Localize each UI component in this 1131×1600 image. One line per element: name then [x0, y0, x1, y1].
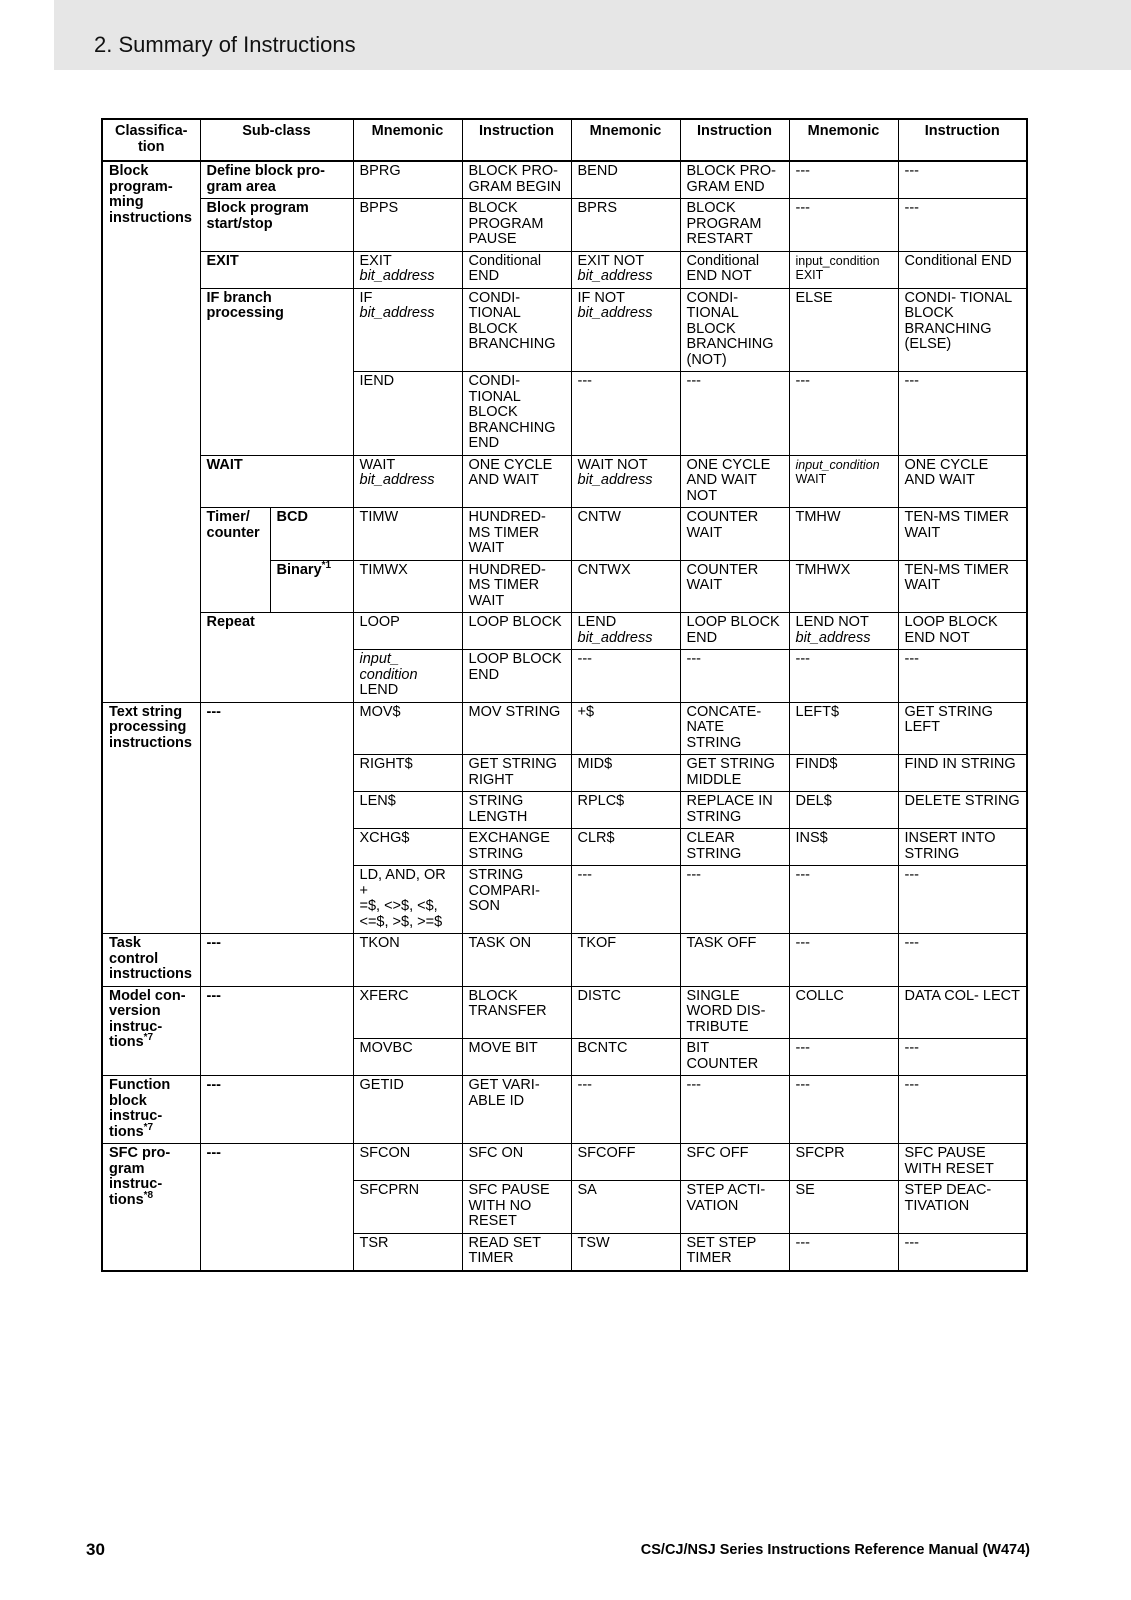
header-classification: Classifica- tion: [102, 119, 200, 161]
mnemonic-cell: BEND: [571, 161, 680, 199]
header-instruction-3: Instruction: [898, 119, 1027, 161]
operand-text: bit_address: [359, 268, 435, 284]
mnemonic-text: IF: [359, 289, 373, 306]
subclass-define: Define block pro- gram area: [200, 161, 353, 199]
mnemonic-text: IF NOT: [577, 289, 626, 306]
header-mnemonic-1: Mnemonic: [353, 119, 462, 161]
mnemonic-cell: TMHW: [789, 508, 898, 561]
table-row: [102, 1076, 1027, 1144]
instruction-cell: DELETE STRING: [898, 792, 1027, 829]
instruction-cell: SET STEP TIMER: [680, 1233, 789, 1271]
instruction-cell: ---: [898, 161, 1027, 199]
instruction-cell: GET STRING MIDDLE: [680, 755, 789, 792]
page-number: 30: [86, 1540, 105, 1559]
mnemonic-cell: ---: [789, 1039, 898, 1076]
mnemonic-cell: FIND$: [789, 755, 898, 792]
instruction-cell: SFC OFF: [680, 1144, 789, 1181]
instruction-cell: ---: [898, 1233, 1027, 1271]
instruction-cell: STEP ACTI- VATION: [680, 1181, 789, 1234]
mnemonic-cell: ---: [789, 650, 898, 703]
mnemonic-cell: [353, 455, 462, 508]
header-instruction-2: Instruction: [680, 119, 789, 161]
mnemonic-cell: SE: [789, 1181, 898, 1234]
instruction-cell: BLOCK TRANSFER: [462, 986, 571, 1039]
mnemonic-cell: BPRG: [353, 161, 462, 199]
mnemonic-cell: XFERC: [353, 986, 462, 1039]
mnemonic-cell: [571, 613, 680, 650]
instruction-cell: CONDI- TIONAL BLOCK BRANCHING END: [462, 372, 571, 456]
footnote-ref: *7: [143, 1121, 154, 1133]
instruction-cell: GET STRING LEFT: [898, 702, 1027, 755]
instruction-cell: FIND IN STRING: [898, 755, 1027, 792]
mnemonic-cell: CLR$: [571, 829, 680, 866]
mnemonic-cell: SFCPRN: [353, 1181, 462, 1234]
instruction-cell: MOV STRING: [462, 702, 571, 755]
classification-task: Task control instructions: [102, 934, 200, 987]
mnemonic-cell: [789, 455, 898, 508]
instruction-cell: LOOP BLOCK: [462, 613, 571, 650]
instruction-cell: ---: [680, 650, 789, 703]
mnemonic-cell: DEL$: [789, 792, 898, 829]
mnemonic-cell: ---: [789, 1076, 898, 1144]
mnemonic-cell: BPPS: [353, 199, 462, 252]
instruction-cell: ---: [680, 372, 789, 456]
classification-sfc-label: SFC pro- gram instruc- tions: [109, 1145, 171, 1208]
instruction-cell: TEN-MS TIMER WAIT: [898, 508, 1027, 561]
mnemonic-cell: COLLC: [789, 986, 898, 1039]
subclass-binary-label: Binary: [276, 561, 322, 578]
mnemonic-text: <=$, >$, >=$: [359, 913, 443, 930]
instruction-cell: ---: [898, 934, 1027, 987]
mnemonic-cell: [789, 251, 898, 288]
mnemonic-text: LD, AND, OR: [359, 867, 446, 883]
instruction-cell: STRING COMPARI- SON: [462, 866, 571, 934]
instruction-cell: LOOP BLOCK END NOT: [898, 613, 1027, 650]
mnemonic-cell: INS$: [789, 829, 898, 866]
mnemonic-text: WAIT NOT: [577, 456, 648, 473]
mnemonic-cell: TMHWX: [789, 560, 898, 613]
operand-text: input_condition: [795, 253, 880, 268]
instruction-cell: STRING LENGTH: [462, 792, 571, 829]
classification-fb-label: Function block instruc- tions: [109, 1077, 171, 1140]
mnemonic-text: LEND NOT: [795, 614, 869, 630]
instruction-cell: Conditional END: [462, 251, 571, 288]
footnote-ref: *1: [321, 559, 332, 571]
instruction-cell: STEP DEAC- TIVATION: [898, 1181, 1027, 1234]
mnemonic-text: WAIT: [359, 456, 396, 473]
instruction-cell: HUNDRED- MS TIMER WAIT: [462, 508, 571, 561]
mnemonic-text: LEND: [577, 614, 617, 630]
mnemonic-text: +: [359, 882, 368, 899]
subclass-startstop: Block program start/stop: [200, 199, 353, 252]
instruction-cell: DATA COL- LECT: [898, 986, 1027, 1039]
table-row: [102, 251, 1027, 288]
instruction-cell: ---: [898, 199, 1027, 252]
footnote-ref: *7: [143, 1032, 154, 1044]
subclass-bcd: BCD: [270, 508, 353, 561]
header-instruction-1: Instruction: [462, 119, 571, 161]
operand-text: bit_address: [359, 305, 435, 321]
page-title: 2. Summary of Instructions: [94, 32, 356, 57]
operand-text: input_condition: [795, 457, 880, 472]
mnemonic-cell: TKOF: [571, 934, 680, 987]
mnemonic-text: LEND: [359, 682, 399, 698]
header-mnemonic-2: Mnemonic: [571, 119, 680, 161]
mnemonic-cell: LEFT$: [789, 702, 898, 755]
classification-fb: [102, 1076, 200, 1144]
subclass-text: ---: [200, 702, 353, 934]
classification-block: Block program- ming instructions: [102, 161, 200, 702]
header-subclass: Sub-class: [200, 119, 353, 161]
mnemonic-cell: ---: [789, 934, 898, 987]
manual-title: CS/CJ/NSJ Series Instructions Reference Manual (W474): [640, 1542, 1030, 1558]
mnemonic-cell: BPRS: [571, 199, 680, 252]
instruction-cell: TASK OFF: [680, 934, 789, 987]
subclass-repeat: Repeat: [200, 613, 353, 703]
instruction-cell: TASK ON: [462, 934, 571, 987]
instruction-cell: CONCATE- NATE STRING: [680, 702, 789, 755]
mnemonic-cell: CNTW: [571, 508, 680, 561]
mnemonic-cell: ---: [571, 650, 680, 703]
instruction-cell: ONE CYCLE AND WAIT: [462, 455, 571, 508]
classification-model-label: Model con- version instruc- tions: [109, 987, 186, 1050]
operand-text: bit_address: [577, 629, 653, 646]
instruction-cell: ---: [898, 650, 1027, 703]
classification-model: [102, 986, 200, 1076]
mnemonic-cell: ---: [789, 1233, 898, 1271]
mnemonic-cell: ---: [789, 372, 898, 456]
mnemonic-cell: RPLC$: [571, 792, 680, 829]
subclass-binary: [270, 560, 353, 613]
mnemonic-cell: ---: [789, 199, 898, 252]
instruction-cell: BLOCK PROGRAM RESTART: [680, 199, 789, 252]
mnemonic-cell: [353, 866, 462, 934]
mnemonic-cell: ---: [571, 1076, 680, 1144]
instruction-cell: CLEAR STRING: [680, 829, 789, 866]
instruction-cell: MOVE BIT: [462, 1039, 571, 1076]
operand-text: input_ condition: [359, 651, 418, 683]
mnemonic-cell: DISTC: [571, 986, 680, 1039]
mnemonic-text: EXIT: [795, 267, 824, 282]
mnemonic-cell: [571, 251, 680, 288]
mnemonic-cell: IEND: [353, 372, 462, 456]
instruction-cell: LOOP BLOCK END: [462, 650, 571, 703]
instruction-cell: ---: [898, 372, 1027, 456]
subclass-exit: EXIT: [200, 251, 353, 288]
subclass-sfc: ---: [200, 1144, 353, 1271]
instruction-cell: ---: [680, 1076, 789, 1144]
instruction-cell: TEN-MS TIMER WAIT: [898, 560, 1027, 613]
mnemonic-text: EXIT: [359, 252, 392, 269]
mnemonic-cell: LEN$: [353, 792, 462, 829]
instruction-cell: SFC ON: [462, 1144, 571, 1181]
table-row: [102, 986, 1027, 1039]
instruction-cell: COUNTER WAIT: [680, 560, 789, 613]
instruction-cell: BLOCK PROGRAM PAUSE: [462, 199, 571, 252]
mnemonic-cell: SA: [571, 1181, 680, 1234]
mnemonic-cell: TKON: [353, 934, 462, 987]
mnemonic-cell: TSW: [571, 1233, 680, 1271]
instruction-cell: ONE CYCLE AND WAIT NOT: [680, 455, 789, 508]
mnemonic-cell: ---: [789, 866, 898, 934]
instruction-cell: ---: [898, 1076, 1027, 1144]
mnemonic-cell: +$: [571, 702, 680, 755]
table-row: [102, 288, 1027, 372]
mnemonic-cell: ---: [571, 866, 680, 934]
instruction-cell: SFC PAUSE WITH RESET: [898, 1144, 1027, 1181]
table-row: [102, 161, 1027, 199]
instruction-cell: Conditional END NOT: [680, 251, 789, 288]
instruction-cell: BLOCK PRO- GRAM END: [680, 161, 789, 199]
mnemonic-cell: SFCOFF: [571, 1144, 680, 1181]
instruction-summary-table: [101, 118, 1028, 1272]
instruction-cell: EXCHANGE STRING: [462, 829, 571, 866]
mnemonic-cell: RIGHT$: [353, 755, 462, 792]
subclass-task: ---: [200, 934, 353, 987]
mnemonic-cell: [571, 455, 680, 508]
instruction-cell: LOOP BLOCK END: [680, 613, 789, 650]
table-row: [102, 1144, 1027, 1181]
mnemonic-cell: [571, 288, 680, 372]
operand-text: bit_address: [795, 629, 871, 646]
mnemonic-cell: TSR: [353, 1233, 462, 1271]
mnemonic-text: WAIT: [795, 471, 827, 486]
mnemonic-cell: MID$: [571, 755, 680, 792]
table-row: [102, 508, 1027, 561]
subclass-timer: Timer/ counter: [200, 508, 270, 613]
mnemonic-text: =$, <>$, <$,: [359, 898, 438, 914]
instruction-cell: SFC PAUSE WITH NO RESET: [462, 1181, 571, 1234]
instruction-cell: GET VARI- ABLE ID: [462, 1076, 571, 1144]
mnemonic-cell: BCNTC: [571, 1039, 680, 1076]
mnemonic-cell: XCHG$: [353, 829, 462, 866]
mnemonic-cell: SFCON: [353, 1144, 462, 1181]
operand-text: bit_address: [359, 472, 435, 488]
table-row: [102, 934, 1027, 987]
table-header-row: [102, 119, 1027, 161]
operand-text: bit_address: [577, 305, 653, 321]
mnemonic-cell: TIMWX: [353, 560, 462, 613]
operand-text: bit_address: [577, 268, 653, 284]
instruction-cell: CONDI- TIONAL BLOCK BRANCHING (ELSE): [898, 288, 1027, 372]
mnemonic-cell: MOV$: [353, 702, 462, 755]
mnemonic-cell: ELSE: [789, 288, 898, 372]
mnemonic-cell: ---: [571, 372, 680, 456]
mnemonic-cell: TIMW: [353, 508, 462, 561]
instruction-cell: GET STRING RIGHT: [462, 755, 571, 792]
subclass-fb: ---: [200, 1076, 353, 1144]
footnote-ref: *8: [143, 1189, 154, 1201]
table-row: [102, 199, 1027, 252]
mnemonic-cell: SFCPR: [789, 1144, 898, 1181]
mnemonic-cell: [353, 251, 462, 288]
mnemonic-cell: ---: [789, 161, 898, 199]
table-row: [102, 455, 1027, 508]
instruction-cell: ONE CYCLE AND WAIT: [898, 455, 1027, 508]
table-row: [102, 702, 1027, 755]
instruction-cell: REPLACE IN STRING: [680, 792, 789, 829]
mnemonic-cell: LOOP: [353, 613, 462, 650]
instruction-cell: INSERT INTO STRING: [898, 829, 1027, 866]
header-mnemonic-3: Mnemonic: [789, 119, 898, 161]
instruction-cell: SINGLE WORD DIS- TRIBUTE: [680, 986, 789, 1039]
classification-text: Text string processing instructions: [102, 702, 200, 934]
instruction-cell: HUNDRED- MS TIMER WAIT: [462, 560, 571, 613]
operand-text: bit_address: [577, 472, 653, 488]
classification-sfc: [102, 1144, 200, 1271]
mnemonic-cell: [353, 650, 462, 703]
subclass-model: ---: [200, 986, 353, 1076]
table-row: [102, 613, 1027, 650]
instruction-cell: ---: [680, 866, 789, 934]
mnemonic-cell: GETID: [353, 1076, 462, 1144]
instruction-cell: Conditional END: [898, 251, 1027, 288]
mnemonic-cell: CNTWX: [571, 560, 680, 613]
instruction-cell: CONDI- TIONAL BLOCK BRANCHING: [462, 288, 571, 372]
instruction-cell: COUNTER WAIT: [680, 508, 789, 561]
instruction-cell: BLOCK PRO- GRAM BEGIN: [462, 161, 571, 199]
mnemonic-cell: MOVBC: [353, 1039, 462, 1076]
subclass-wait: WAIT: [200, 455, 353, 508]
instruction-cell: BIT COUNTER: [680, 1039, 789, 1076]
mnemonic-cell: [353, 288, 462, 372]
instruction-cell: ---: [898, 866, 1027, 934]
instruction-cell: ---: [898, 1039, 1027, 1076]
subclass-if: IF branch processing: [200, 288, 353, 455]
mnemonic-cell: [789, 613, 898, 650]
mnemonic-text: EXIT NOT: [577, 252, 645, 269]
instruction-cell: READ SET TIMER: [462, 1233, 571, 1271]
instruction-cell: CONDI- TIONAL BLOCK BRANCHING (NOT): [680, 288, 789, 372]
